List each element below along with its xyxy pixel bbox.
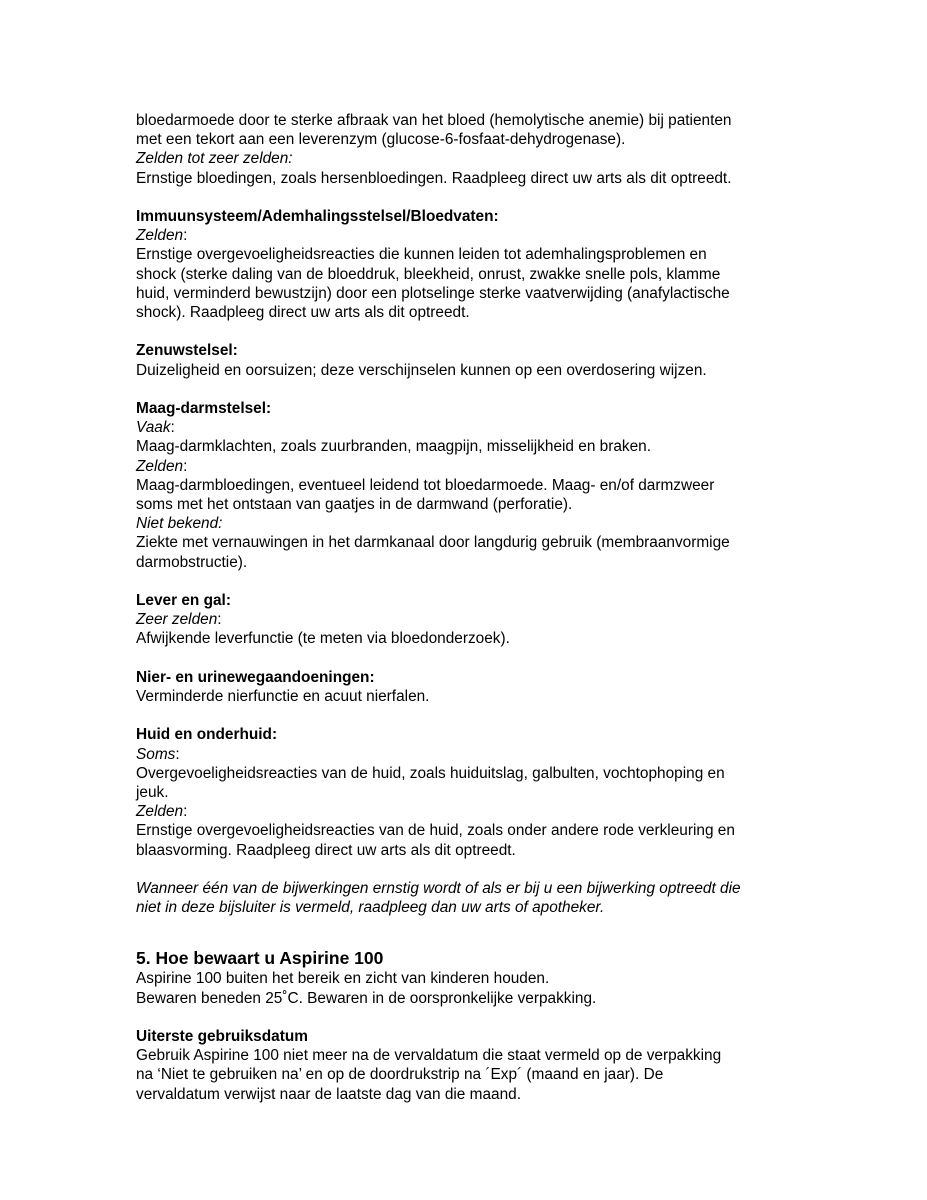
storage-section [136, 947, 836, 1007]
paragraph-line: Ziekte met vernauwingen in het darmkanaal door langdurig gebruik (membraanvormige [136, 534, 730, 552]
paragraph-line: darmobstructie). [136, 553, 248, 571]
section-heading: Huid en onderhuid: [136, 726, 278, 744]
paragraph-line: Ernstige overgevoeligheidsreacties die kunnen leiden tot ademhalingsproblemen en [136, 246, 707, 264]
kidney-section [136, 668, 836, 706]
paragraph-line: Gebruik Aspirine 100 niet meer na de vervaldatum die staat vermeld op de verpakking [136, 1047, 722, 1065]
paragraph-line: shock). Raadpleeg direct uw arts als dit optreedt. [136, 304, 470, 322]
spacer [136, 860, 836, 879]
frequency-label: Vaak [136, 419, 171, 437]
paragraph-line: blaasvorming. Raadpleeg direct uw arts als dit optreedt. [136, 841, 516, 859]
spacer [136, 649, 836, 668]
skin-section [136, 725, 836, 859]
spacer [136, 706, 836, 725]
colon: : [175, 745, 180, 763]
frequency-label: Zeer zelden [136, 611, 218, 629]
intro-section [136, 111, 836, 188]
paragraph-line: na ‘Niet te gebruiken na’ en op de doordrukstrip na ´Exp´ (maand en jaar). De [136, 1066, 664, 1084]
paragraph-line: Bewaren beneden 25˚C. Bewaren in de oorspronkelijke verpakking. [136, 989, 597, 1007]
frequency-row [136, 226, 836, 245]
paragraph-line: Overgevoeligheidsreacties van de huid, zoals huiduitslag, galbulten, vochtophoping en [136, 764, 725, 782]
spacer [136, 188, 836, 207]
spacer [136, 917, 836, 947]
liver-section [136, 591, 836, 649]
section-heading: Uiterste gebruiksdatum [136, 1028, 308, 1046]
paragraph-line: Maag-darmbloedingen, eventueel leidend tot bloedarmoede. Maag- en/of darmzweer [136, 476, 715, 494]
paragraph-line: Wanneer één van de bijwerkingen ernstig wordt of als er bij u een bijwerking optreedt die [136, 880, 741, 898]
frequency-label: Niet bekend: [136, 515, 223, 533]
section-heading: Immuunsysteem/Ademhalingsstelsel/Bloedvaten: [136, 208, 499, 225]
leaflet-content [136, 111, 836, 1104]
paragraph-line: niet in deze bijsluiter is vermeld, raadpleeg dan uw arts of apotheker. [136, 899, 605, 917]
paragraph-line: vervaldatum verwijst naar de laatste dag van die maand. [136, 1085, 521, 1103]
section-heading: Lever en gal: [136, 592, 231, 610]
frequency-label: Zelden [136, 457, 184, 475]
colon: : [217, 611, 222, 629]
paragraph-line: met een tekort aan een leverenzym (glucose-6-fosfaat-dehydrogenase). [136, 131, 626, 149]
frequency-row [136, 610, 836, 629]
paragraph-line: Verminderde nierfunctie en acuut nierfalen. [136, 688, 430, 706]
notice-paragraph [136, 879, 836, 917]
spacer [136, 1008, 836, 1027]
frequency-row [136, 418, 836, 437]
expiry-section [136, 1027, 836, 1104]
frequency-label: Zelden [136, 803, 184, 821]
paragraph-line: Duizeligheid en oorsuizen; deze verschijnselen kunnen op een overdosering wijzen. [136, 361, 707, 379]
frequency-label: Zelden [136, 227, 184, 245]
colon: : [183, 803, 188, 821]
paragraph-line: jeuk. [136, 784, 169, 802]
paragraph-line: Afwijkende leverfunctie (te meten via bloedonderzoek). [136, 630, 510, 648]
section-heading: Nier- en urinewegaandoeningen: [136, 668, 375, 686]
spacer [136, 322, 836, 341]
paragraph-line: shock (sterke daling van de bloeddruk, bleekheid, onrust, zwakke snelle pols, klamme [136, 265, 721, 283]
section-heading: Maag-darmstelsel: [136, 400, 272, 417]
paragraph-line: soms met het ontstaan van gaatjes in de darmwand (perforatie). [136, 496, 573, 514]
spacer [136, 572, 836, 591]
spacer [136, 380, 836, 399]
frequency-row [136, 457, 836, 476]
colon: : [170, 419, 175, 437]
paragraph-line: Aspirine 100 buiten het bereik en zicht van kinderen houden. [136, 970, 550, 988]
paragraph-line: bloedarmoede door te sterke afbraak van het bloed (hemolytische anemie) bij patienten [136, 112, 732, 129]
colon: : [183, 227, 188, 245]
section-heading: Zenuwstelsel: [136, 342, 238, 360]
frequency-label: Soms [136, 745, 176, 763]
gastro-section [136, 399, 836, 572]
frequency-row [136, 745, 836, 764]
paragraph-line: Maag-darmklachten, zoals zuurbranden, maagpijn, misselijkheid en braken. [136, 438, 652, 456]
colon: : [183, 457, 188, 475]
immune-section [136, 207, 836, 322]
paragraph-line: Ernstige overgevoeligheidsreacties van de huid, zoals onder andere rode verkleuring en [136, 822, 735, 840]
nerves-section [136, 341, 836, 379]
frequency-label: Zelden tot zeer zelden: [136, 150, 293, 168]
paragraph-line: huid, verminderd bewustzijn) door een plotselinge sterke vaatverwijding (anafylactische [136, 284, 730, 302]
chapter-heading: 5. Hoe bewaart u Aspirine 100 [136, 948, 384, 969]
frequency-row [136, 802, 836, 821]
paragraph-line: Ernstige bloedingen, zoals hersenbloedingen. Raadpleeg direct uw arts als dit optreedt. [136, 169, 732, 187]
